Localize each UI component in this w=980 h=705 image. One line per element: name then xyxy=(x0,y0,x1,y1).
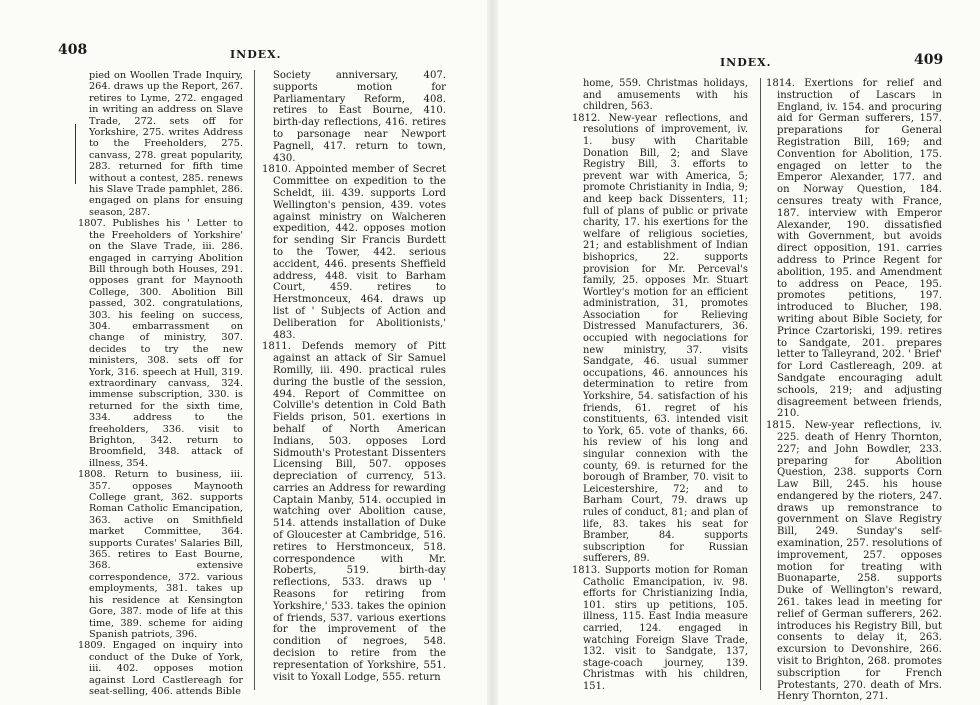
index-entry: Society anniversary, 407. supports motion for Parliamentary Reform, 408. retires to East Bourne, 410. birth-day reflections, 416. retires to parsonage near Newport Pagnell, 417. return to town, 430. xyxy=(273,70,446,164)
left-index-column-1 xyxy=(78,70,243,700)
index-entry: 1814. Exertions for relief and instruction of Lascars in England, iv. 154. and procuring aid for German sufferers, 157. preparations for General Registration Bill, 169; and Convention for Abolition, 175. engaged on letter to the Emperor Alexander, 177. and on Norway Question, 184. censures treaty with France, 187. interview with Emperor Alexander, 190. dissatisfied with Government, but avoids direct opposition, 191. carries address to Prince Regent for abolition, 195. and Amendment to address on Peace, 195. promotes petitions, 197. introduced to Blucher, 198. writing about Bible Society, for Prince Czartoriski, 199. retires to Sandgate, 201. prepares letter to Talleyrand, 202. ' Brief' for Lord Castlereagh, 209. at Sandgate encouraging adult schools, 219; and adjusting disagreement between friends, 210. xyxy=(766,78,942,420)
index-entry: 1811. Defends memory of Pitt against an attack of Sir Samuel Romilly, iii. 490. practical rules during the bustle of the session, 494. Report of Committee on Colville's detention in Cold Bath Fields prison, 501. exertions in behalf of North American Indians, 503. opposes Lord Sidmouth's Protestant Dissenters Licensing Bill, 507. opposes depreciation of currency, 513. carries an Address for rewarding Captain Manby, 514. occupied in watching over Abolition cause, 514. attends installation of Duke of Gloucester at Cambridge, 516. retires to Herstmonceux, 518. correspondence with Mr. Roberts, 519. birth-day reflections, 533. draws up ' Reasons for retiring from Yorkshire,' 533. takes the opinion of friends, 537. various exertions for the improvement of the condition of negroes, 548. decision to retire from the representation of Yorkshire, 551. visit to Yoxall Lodge, 555. return xyxy=(262,341,446,683)
index-entry: home, 559. Christmas holidays, and amusements with his children, 563. xyxy=(583,78,748,113)
index-entry: 1813. Supports motion for Roman Catholic Emancipation, iv. 98. efforts for Christianizing India, 101. stirs up petitions, 105. illness, 115. East India measure carried, 124. engaged in watching Foreign Slave Trade, 132. visit to Sandgate, 137, stage-coach journey, 139. Christmas with his children, 151. xyxy=(572,564,748,692)
book-gutter xyxy=(487,0,498,705)
index-entry: 1815. New-year reflections, iv. 225. death of Henry Thornton, 227; and John Bowdler, 233. preparing for Abolition Question, 238. supports Corn Law Bill, 245. his house endangered by the rioters, 247. draws up remonstrance to government on Slave Registry Bill, 249. Sunday's self-examination, 257. resolutions of improvement, 257. opposes motion for treating with Buonaparte, 258. supports Duke of Wellington's reward, 261. takes lead in meeting for relief of German sufferers, 262. introduces his Registry Bill, but consents to delay it, 263. excursion to Devonshire, 266. visit to Brighton, 268. promotes subscription for French Protestants, 270. death of Mrs. Henry Thornton, 271. xyxy=(766,420,942,702)
left-column-rule xyxy=(254,70,255,690)
margin-mark xyxy=(75,124,76,184)
right-index-column-2 xyxy=(766,78,942,702)
left-index-column-2 xyxy=(262,70,446,700)
index-entry: 1809. Engaged on inquiry into conduct of the Duke of York, iii. 402. opposes motion against Lord Castlereagh for seat-selling, 406. attends Bible xyxy=(78,640,243,697)
index-entry: 1807. Publishes his ' Letter to the Freeholders of Yorkshire' on the Slave Trade, iii. 286. engaged in carrying Abolition Bill through both Houses, 291. opposes grant for Maynooth College, 300. Abolition Bill passed, 302. congratulations, 303. his feeling on success, 304. embarrassment on change of ministry, 307. decides to try the new ministers, 308. sets off for York, 316. speech at Hull, 319. extraordinary canvass, 324. immense subscription, 330. is returned for the sixth time, 334. address to the freeholders, 336. visit to Brighton, 342. return to Broomfield, 348. attack of illness, 354. xyxy=(78,218,243,469)
index-entry: 1812. New-year reflections, and resolutions of improvement, iv. 1. busy with Charitable Donation Bill, 2; and Slave Registry Bill, 3. efforts to prevent war with America, 5; promote Christianity in India, 9; and keep back Dissenters, 11; full of plans of public or private charity, 17. his exertions for the welfare of religious societies, 21; and establishment of Indian bishoprics, 22. supports provision for Mr. Perceval's family, 25. opposes Mr. Stuart Wortley's motion for an efficient administration, 31, promotes Association for Relieving Distressed Manufacturers, 36. occupied with negociations for new ministry, 37. visits Sandgate, 46. usual summer occupations, 46. announces his determination to retire from Yorkshire, 54. satisfaction of his friends, 61. regret of his constituents, 63. intended visit to York, 65. vote of thanks, 66. his review of his long and singular connexion with the county, 69. is returned for the borough of Bramber, 70. visit to Leicestershire, 72; and to Barham Court, 79. draws up rules of conduct, 81; and plan of life, 83. takes his seat for Bramber, 84. supports subscription for Russian sufferers, 89. xyxy=(572,112,748,565)
right-index-column-1 xyxy=(572,78,748,702)
right-page xyxy=(498,0,980,705)
left-page xyxy=(0,0,487,705)
right-running-head: INDEX. xyxy=(720,56,772,69)
index-entry: pied on Woollen Trade Inquiry, 264. draws up the Report, 267. retires to Lyme, 272. engaged in writing an address on Slave Trade, 272. sets off for Yorkshire, 275. writes Address to the Freeholders, 275. canvass, 278. great popularity, 283. returned for fifth time without a contest, 285. renews his Slave Trade pamphlet, 286. engaged on plans for ensuing season, 287. xyxy=(89,70,243,218)
left-running-head: INDEX. xyxy=(230,48,282,61)
right-column-rule xyxy=(760,78,761,690)
index-entry: 1808. Return to business, iii. 357. opposes Maynooth College grant, 362. supports Roman Catholic Emancipation, 363. active on Smithfield market Committee, 364. supports Curates' Salaries Bill, 365. retires to East Bourne, 368. extensive correspondence, 372. various employments, 381. takes up his residence at Kensington Gore, 387. mode of life at this time, 389. scheme for aiding Spanish patriots, 396. xyxy=(78,469,243,640)
index-entry: 1810. Appointed member of Secret Committee on expedition to the Scheldt, iii. 439. supports Lord Wellington's pension, 439. votes against ministry on Walcheren expedition, 442. opposes motion for sending Sir Francis Burdett to the Tower, 442. serious accident, 446. presents Sheffield address, 448. visit to Barham Court, 459. retires to Herstmonceux, 464. draws up list of ' Subjects of Action and Deliberation for Abolitionists,' 483. xyxy=(262,164,446,341)
right-page-number: 409 xyxy=(914,52,944,68)
left-page-number: 408 xyxy=(58,42,88,58)
